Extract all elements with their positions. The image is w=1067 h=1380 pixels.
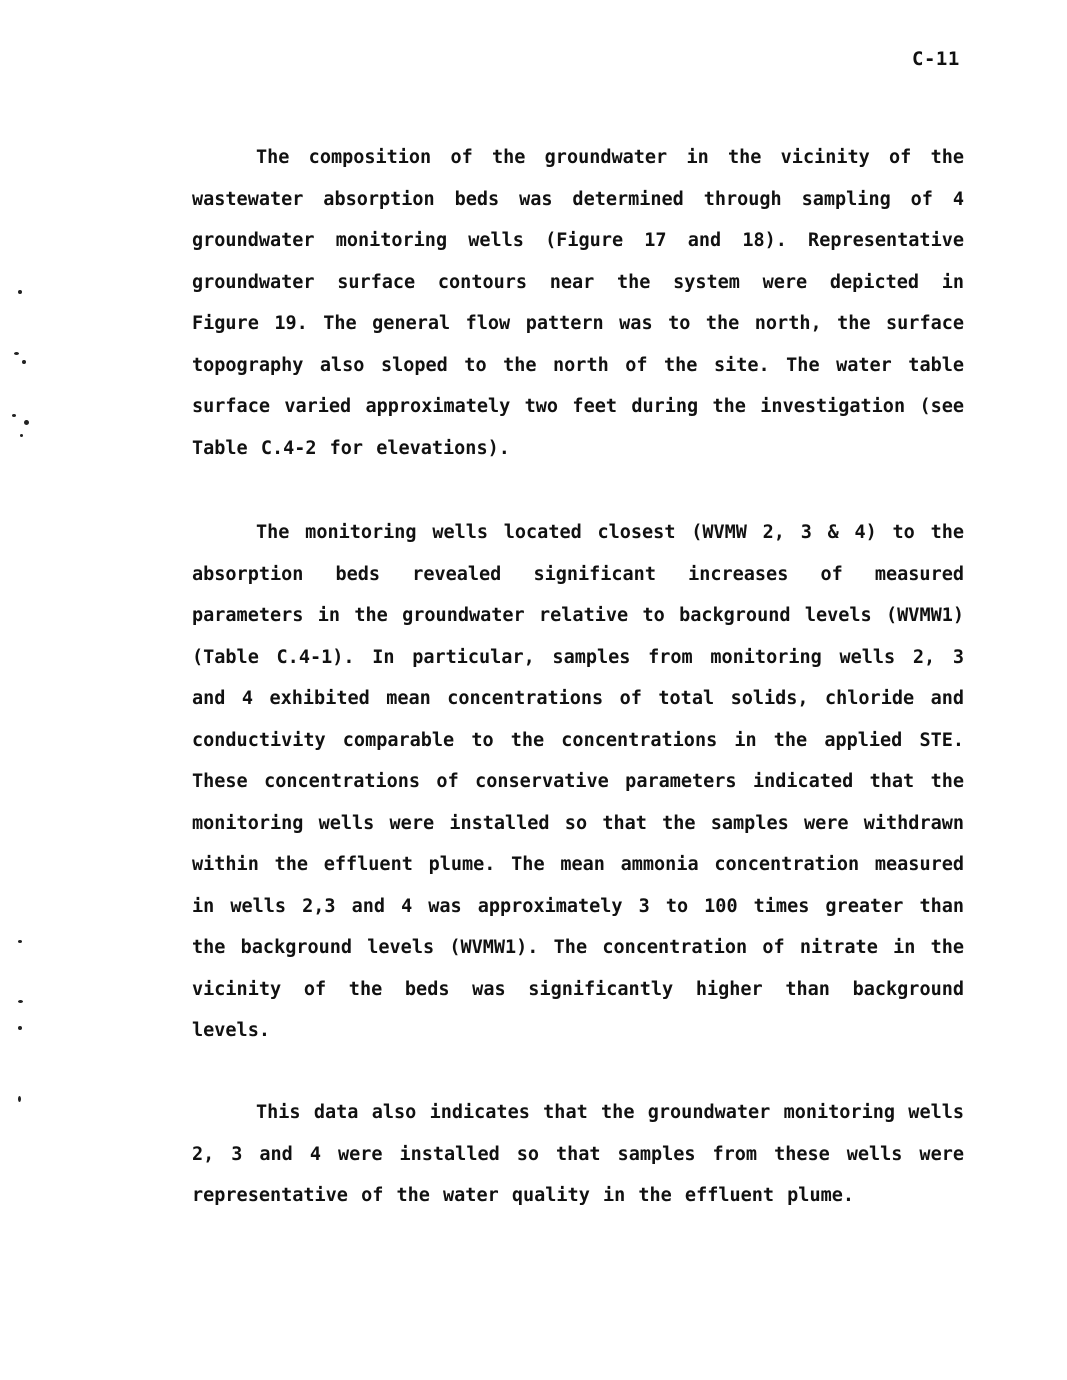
paragraph-container xyxy=(192,137,964,469)
body-paragraph: The monitoring wells located closest (WVMW 2, 3 & 4) to the absorption beds revealed significant increases of measured parameters in the groundwater relative to background levels (WVMW1) (Table C.4-1). In particular, samples from monitoring wells 2, 3 and 4 exhibited mean concentrations of total solids, chloride and conductivity comparable to the concentrations in the applied STE. These concentrations of conservative parameters indicated that the monitoring wells were installed so that the samples were withdrawn within the effluent plume. The mean ammonia concentration measured in wells 2,3 and 4 was approximately 3 to 100 times greater than the background levels (WVMW1). The concentration of nitrate in the vicinity of the beds was significantly higher than background levels. xyxy=(192,522,964,1041)
scan-speck xyxy=(24,420,29,425)
scan-speck xyxy=(18,1096,21,1102)
scan-speck xyxy=(14,352,19,355)
scan-speck xyxy=(18,1026,22,1030)
body-paragraph: The composition of the groundwater in the vicinity of the wastewater absorption beds was determined through sampling of 4 groundwater monitoring wells (Figure 17 and 18). Representative groundwater surface contours near the system were depicted in Figure 19. The general flow pattern was to the north, the surface topography also sloped to the north of the site. The water table surface varied approximately two feet during the investigation (see Table C.4-2 for elevations). xyxy=(192,147,964,459)
scan-speck xyxy=(20,434,23,437)
scan-speck xyxy=(18,1000,23,1003)
scan-speck xyxy=(18,940,22,943)
scan-speck xyxy=(18,290,22,294)
scan-speck xyxy=(12,414,16,417)
paragraph-container xyxy=(192,1092,964,1217)
page-number: C-11 xyxy=(912,48,960,70)
paragraph-container xyxy=(192,512,964,1052)
scan-speck xyxy=(22,360,26,364)
body-paragraph: This data also indicates that the groundwater monitoring wells 2, 3 and 4 were installed so that samples from these wells were representative of the water quality in the effluent plume. xyxy=(192,1102,964,1206)
